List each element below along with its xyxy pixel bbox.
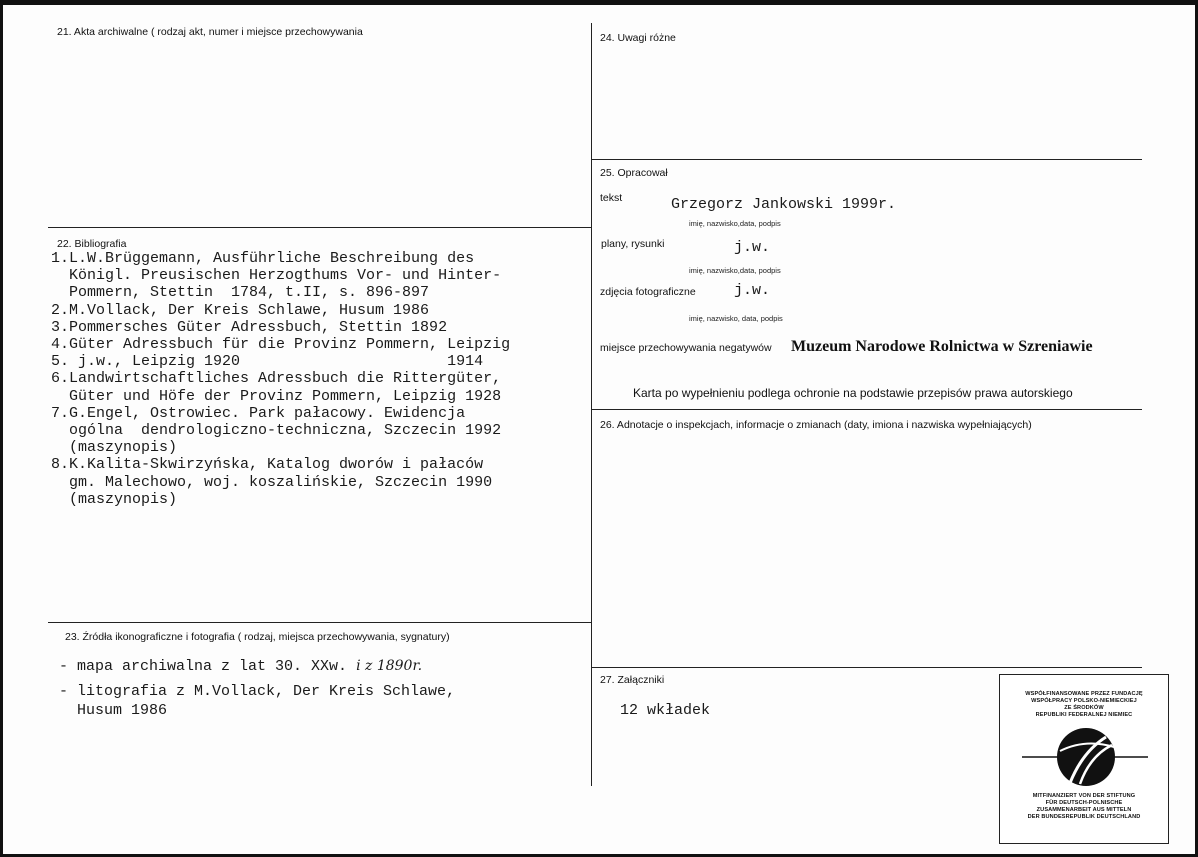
bibliography-line: (maszynopis): [51, 490, 178, 508]
stamp-line: REPUBLIKI FEDERALNEJ NIEMIEC: [1035, 712, 1133, 718]
handwritten-note: i z 1890r.: [356, 658, 423, 674]
stamp-line: WSPÓŁFINANSOWANE PRZEZ FUNDACJĘ: [1025, 691, 1143, 697]
bibliography-line: gm. Malechowo, woj. koszalińskie, Szczecin 1990: [51, 473, 493, 491]
iconography-item: [59, 657, 455, 676]
bibliography-line: 5. j.w., Leipzig 1920 1914: [51, 353, 484, 371]
divider-24-25: [592, 159, 1142, 160]
stamp-line: DER BUNDESREPUBLIK DEUTSCHLAND: [1027, 814, 1141, 820]
iconography-item: - litografia z M.Vollack, Der Kreis Schlawe,: [59, 683, 456, 700]
copyright-notice: Karta po wypełnieniu podlega ochronie na podstawie przepisów prawa autorskiego: [633, 386, 1073, 400]
divider-21-22: [48, 227, 591, 228]
iconography-list: [59, 657, 455, 720]
bibliography-line: 3.Pommersches Güter Adressbuch, Stettin 1892: [51, 318, 448, 336]
iconography-item: Husum 1986: [59, 702, 168, 719]
negative-storage-value: Muzeum Narodowe Rolnictwa w Szreniawie: [791, 338, 1093, 355]
miejsce-label: miejsce przechowywania negatywów: [600, 342, 772, 354]
plany-sublabel: imię, nazwisko,data, podpis: [689, 266, 781, 275]
stamp-line: ZE ŚRODKÓW: [1064, 705, 1104, 711]
divider-25-26: [592, 409, 1142, 410]
divider-26-27: [592, 667, 1142, 668]
divider-22-23: [48, 622, 591, 623]
bibliography-line: ogólna dendrologiczno-techniczna, Szczecin 1992: [51, 422, 502, 440]
bibliography-line: 4.Güter Adressbuch für die Provinz Pommern, Leipzig: [51, 336, 511, 354]
section-26-label: 26. Adnotacje o inspekcjach, informacje o zmianach (daty, imiona i nazwiska wypełniających): [600, 419, 1032, 431]
bibliography-line: 8.K.Kalita-Skwirzyńska, Katalog dworów i pałaców: [51, 456, 484, 474]
stamp-line: ZUSAMMENARBEIT AUS MITTELN: [1036, 807, 1132, 813]
bibliography-line: 1.L.W.Brüggemann, Ausführliche Beschreibung des: [51, 250, 475, 267]
tekst-label: tekst: [600, 192, 623, 204]
section-23-label: 23. Źródła ikonograficzne i fotografia ( rodzaj, miejsca przechowywania, sygnatury): [65, 631, 450, 643]
plany-label: plany, rysunki: [601, 238, 665, 250]
bibliography-line: 2.M.Vollack, Der Kreis Schlawe, Husum 1986: [51, 301, 430, 319]
tekst-author-value: Grzegorz Jankowski 1999r.: [671, 196, 897, 213]
plany-value: j.w.: [734, 239, 771, 256]
stamp-line: FÜR DEUTSCH-POLNISCHE: [1045, 800, 1123, 806]
bibliography-line: (maszynopis): [51, 439, 178, 457]
section-27-label: 27. Załączniki: [600, 674, 665, 686]
attachments-value: 12 wkładek: [620, 702, 711, 719]
zdjecia-sublabel: imię, nazwisko, data, podpis: [689, 314, 783, 323]
bibliography-line: Königl. Preusischen Herzogthums Vor- und Hinter-: [51, 267, 502, 285]
bibliography-line: Güter und Höfe der Provinz Pommern, Leipzig 1928: [51, 387, 502, 405]
stamp-line: MITFINANZIERT VON DER STIFTUNG: [1032, 793, 1136, 799]
center-divider: [591, 23, 592, 786]
foundation-logo-icon: [1020, 725, 1150, 789]
section-21-label: 21. Akta archiwalne ( rodzaj akt, numer i miejsce przechowywania: [57, 26, 363, 38]
sponsor-stamp: [999, 674, 1169, 844]
bibliography-line: 7.G.Engel, Ostrowiec. Park pałacowy. Ewidencja: [51, 404, 466, 422]
tekst-sublabel: imię, nazwisko,data, podpis: [689, 219, 781, 228]
bibliography-list: [51, 250, 510, 508]
zdjecia-value: j.w.: [734, 282, 771, 299]
iconography-item-text: - mapa archiwalna z lat 30. XXw.: [59, 658, 348, 675]
bibliography-line: Pommern, Stettin 1784, t.II, s. 896-897: [51, 284, 430, 302]
section-24-label: 24. Uwagi różne: [600, 32, 676, 44]
section-25-label: 25. Opracował: [600, 167, 668, 179]
section-22-label: 22. Bibliografia: [57, 238, 127, 250]
zdjecia-label: zdjęcia fotograficzne: [600, 286, 696, 298]
stamp-line: WSPÓŁPRACY POLSKO-NIEMIECKIEJ: [1031, 698, 1137, 704]
bibliography-line: 6.Landwirtschaftliches Adressbuch die Rittergüter,: [51, 370, 502, 388]
